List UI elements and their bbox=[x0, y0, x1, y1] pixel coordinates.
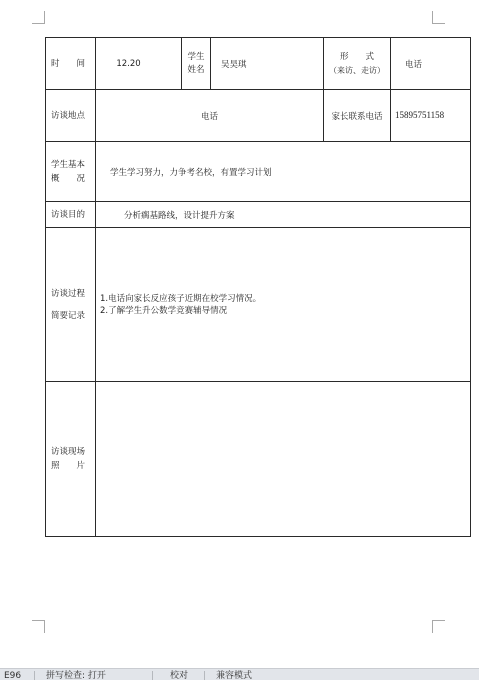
process-line-2: 2.了解学生升公数学竞赛辅导情况 bbox=[100, 305, 228, 316]
process-value-cell[interactable] bbox=[96, 228, 471, 382]
status-proofread[interactable]: 校对 bbox=[170, 671, 189, 680]
mode-value: 电话 bbox=[405, 59, 423, 70]
crop-mark-top-left bbox=[32, 11, 45, 24]
basic-label-cell bbox=[46, 142, 96, 202]
crop-mark-bottom-right bbox=[432, 620, 445, 633]
purpose-value: 分析瘸基路线，设计提升方案 bbox=[124, 210, 235, 221]
time-value-cell[interactable] bbox=[96, 38, 182, 90]
crop-mark-bottom-left bbox=[32, 620, 45, 633]
basic-value-cell[interactable] bbox=[96, 142, 471, 202]
crop-mark-top-right bbox=[432, 11, 445, 24]
location-label-cell bbox=[46, 90, 96, 142]
mode-label-cell bbox=[324, 38, 391, 90]
student-name-label-cell bbox=[182, 38, 211, 90]
visit-record-table bbox=[45, 37, 471, 537]
photo-label-cell bbox=[46, 382, 96, 537]
purpose-label: 访谈目的 bbox=[51, 209, 86, 220]
basic-value: 学生学习努力，力争考名校，有置学习计划 bbox=[110, 167, 272, 178]
row-location bbox=[46, 90, 471, 142]
process-label-cell bbox=[46, 228, 96, 382]
student-name-value: 吴昊琪 bbox=[221, 59, 247, 70]
purpose-label-cell bbox=[46, 202, 96, 228]
basic-label-line1: 学生基本 bbox=[51, 159, 86, 170]
parent-phone-value-cell[interactable] bbox=[391, 90, 471, 142]
student-name-label-line2: 姓名 bbox=[187, 64, 205, 75]
mode-label-line1: 形 式 bbox=[339, 51, 374, 62]
basic-label-line2: 概 况 bbox=[51, 173, 86, 184]
row-time bbox=[46, 38, 471, 90]
row-basic bbox=[46, 142, 471, 202]
process-label-line1: 访谈过程 bbox=[51, 288, 86, 299]
student-name-value-cell[interactable] bbox=[211, 38, 324, 90]
process-label-line2: 简要记录 bbox=[51, 310, 86, 321]
time-label: 时 间 bbox=[51, 58, 86, 69]
parent-phone-label: 家长联系电话 bbox=[331, 111, 383, 122]
parent-phone-label-cell bbox=[324, 90, 391, 142]
row-purpose bbox=[46, 202, 471, 228]
status-page-info: E96 bbox=[4, 671, 22, 680]
status-compat-mode[interactable]: 兼容模式 bbox=[216, 671, 253, 680]
location-value: 电话 bbox=[200, 111, 218, 122]
time-label-cell bbox=[46, 38, 96, 90]
row-process bbox=[46, 228, 471, 382]
photo-label-line2: 照 片 bbox=[51, 461, 86, 471]
row-photo bbox=[46, 382, 471, 537]
mode-label-line2: （来访、走访） bbox=[329, 65, 385, 75]
status-bar bbox=[0, 668, 479, 680]
photo-area-cell[interactable] bbox=[96, 382, 471, 537]
parent-phone-value: 15895751158 bbox=[395, 110, 445, 120]
photo-label-line1: 访谈现场 bbox=[51, 447, 86, 457]
location-label: 访谈地点 bbox=[51, 110, 86, 121]
process-line-1: 1.电话向家长反应孩子近期在校学习情况。 bbox=[100, 293, 262, 304]
purpose-value-cell[interactable] bbox=[96, 202, 471, 228]
time-value: 12.20 bbox=[116, 58, 141, 69]
student-name-label-line1: 学生 bbox=[187, 51, 205, 62]
status-spell-check[interactable]: 拼写检查: 打开 bbox=[46, 671, 106, 680]
location-value-cell[interactable] bbox=[96, 90, 324, 142]
mode-value-cell[interactable] bbox=[391, 38, 471, 90]
